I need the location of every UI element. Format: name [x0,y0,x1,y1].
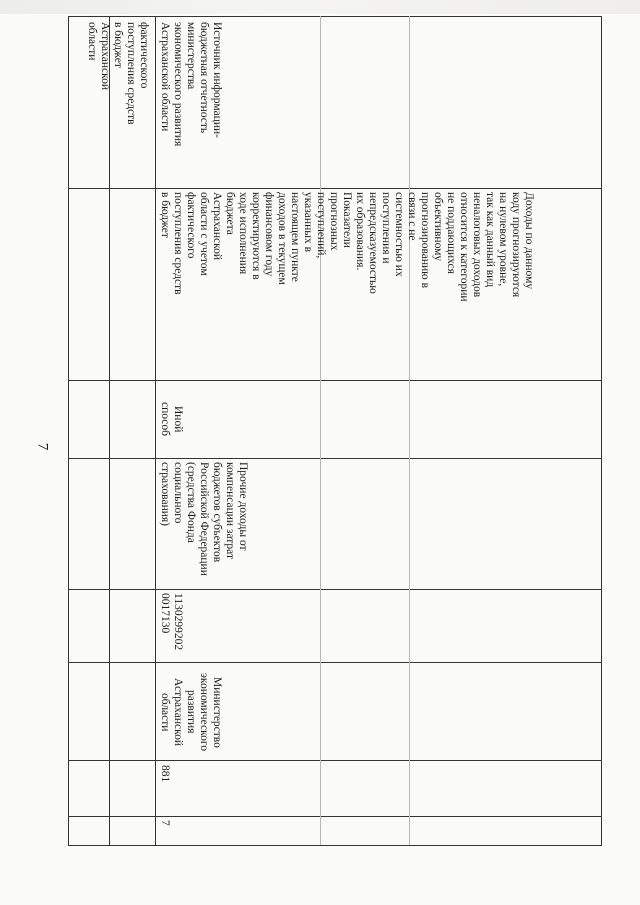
row-line [68,188,602,189]
table-border-left [68,16,69,845]
note-cell: Доходы по данному коду прогнозируются на нулевом уровне, так как данный вид неналоговых доходов относится к категории не поддающихся объективному прогнозированию в связи с не системностью их поступления и непредсказуемостью их образования. Показатели прогнозных поступлений, указанных в настоящем пункте доходов в текущем финансовом году корректируются в ходе исполнения бюджета Астраханской области с учетом фактического поступления средств в бюджет [159,192,535,302]
row-line [68,589,602,590]
administrator-cell: Министерство экономического развития Астраханской области [159,672,223,752]
row-line [68,380,602,381]
page-number: 7 [34,442,51,451]
row-number-cell: 7 [159,820,171,826]
income-name-cell: Прочие доходы от компенсации затрат бюджетов субъектов Российской Федерации (средства Фонда социального страхования) [159,462,249,576]
table-border-bottom [68,845,602,846]
method-cell: Иной способ [159,401,184,436]
scan-edge [0,0,640,14]
table-border-right [601,16,602,845]
kbk-cell: 1130299202 0017130 [159,593,184,651]
note-fragment-cell: фактического поступления средств в бюджет Астраханской области [86,22,150,125]
row-line [68,662,602,663]
code-cell: 881 [159,765,171,783]
row-line [68,458,602,459]
row-line [68,760,602,761]
table-line [155,16,156,845]
faint-line [320,16,321,845]
faint-line [409,16,410,845]
table-border-top [68,16,602,17]
row-line [68,816,602,817]
source-cell: Источник информации- бюджетная отчетность министерства экономического развития Астраханской области [159,22,223,147]
